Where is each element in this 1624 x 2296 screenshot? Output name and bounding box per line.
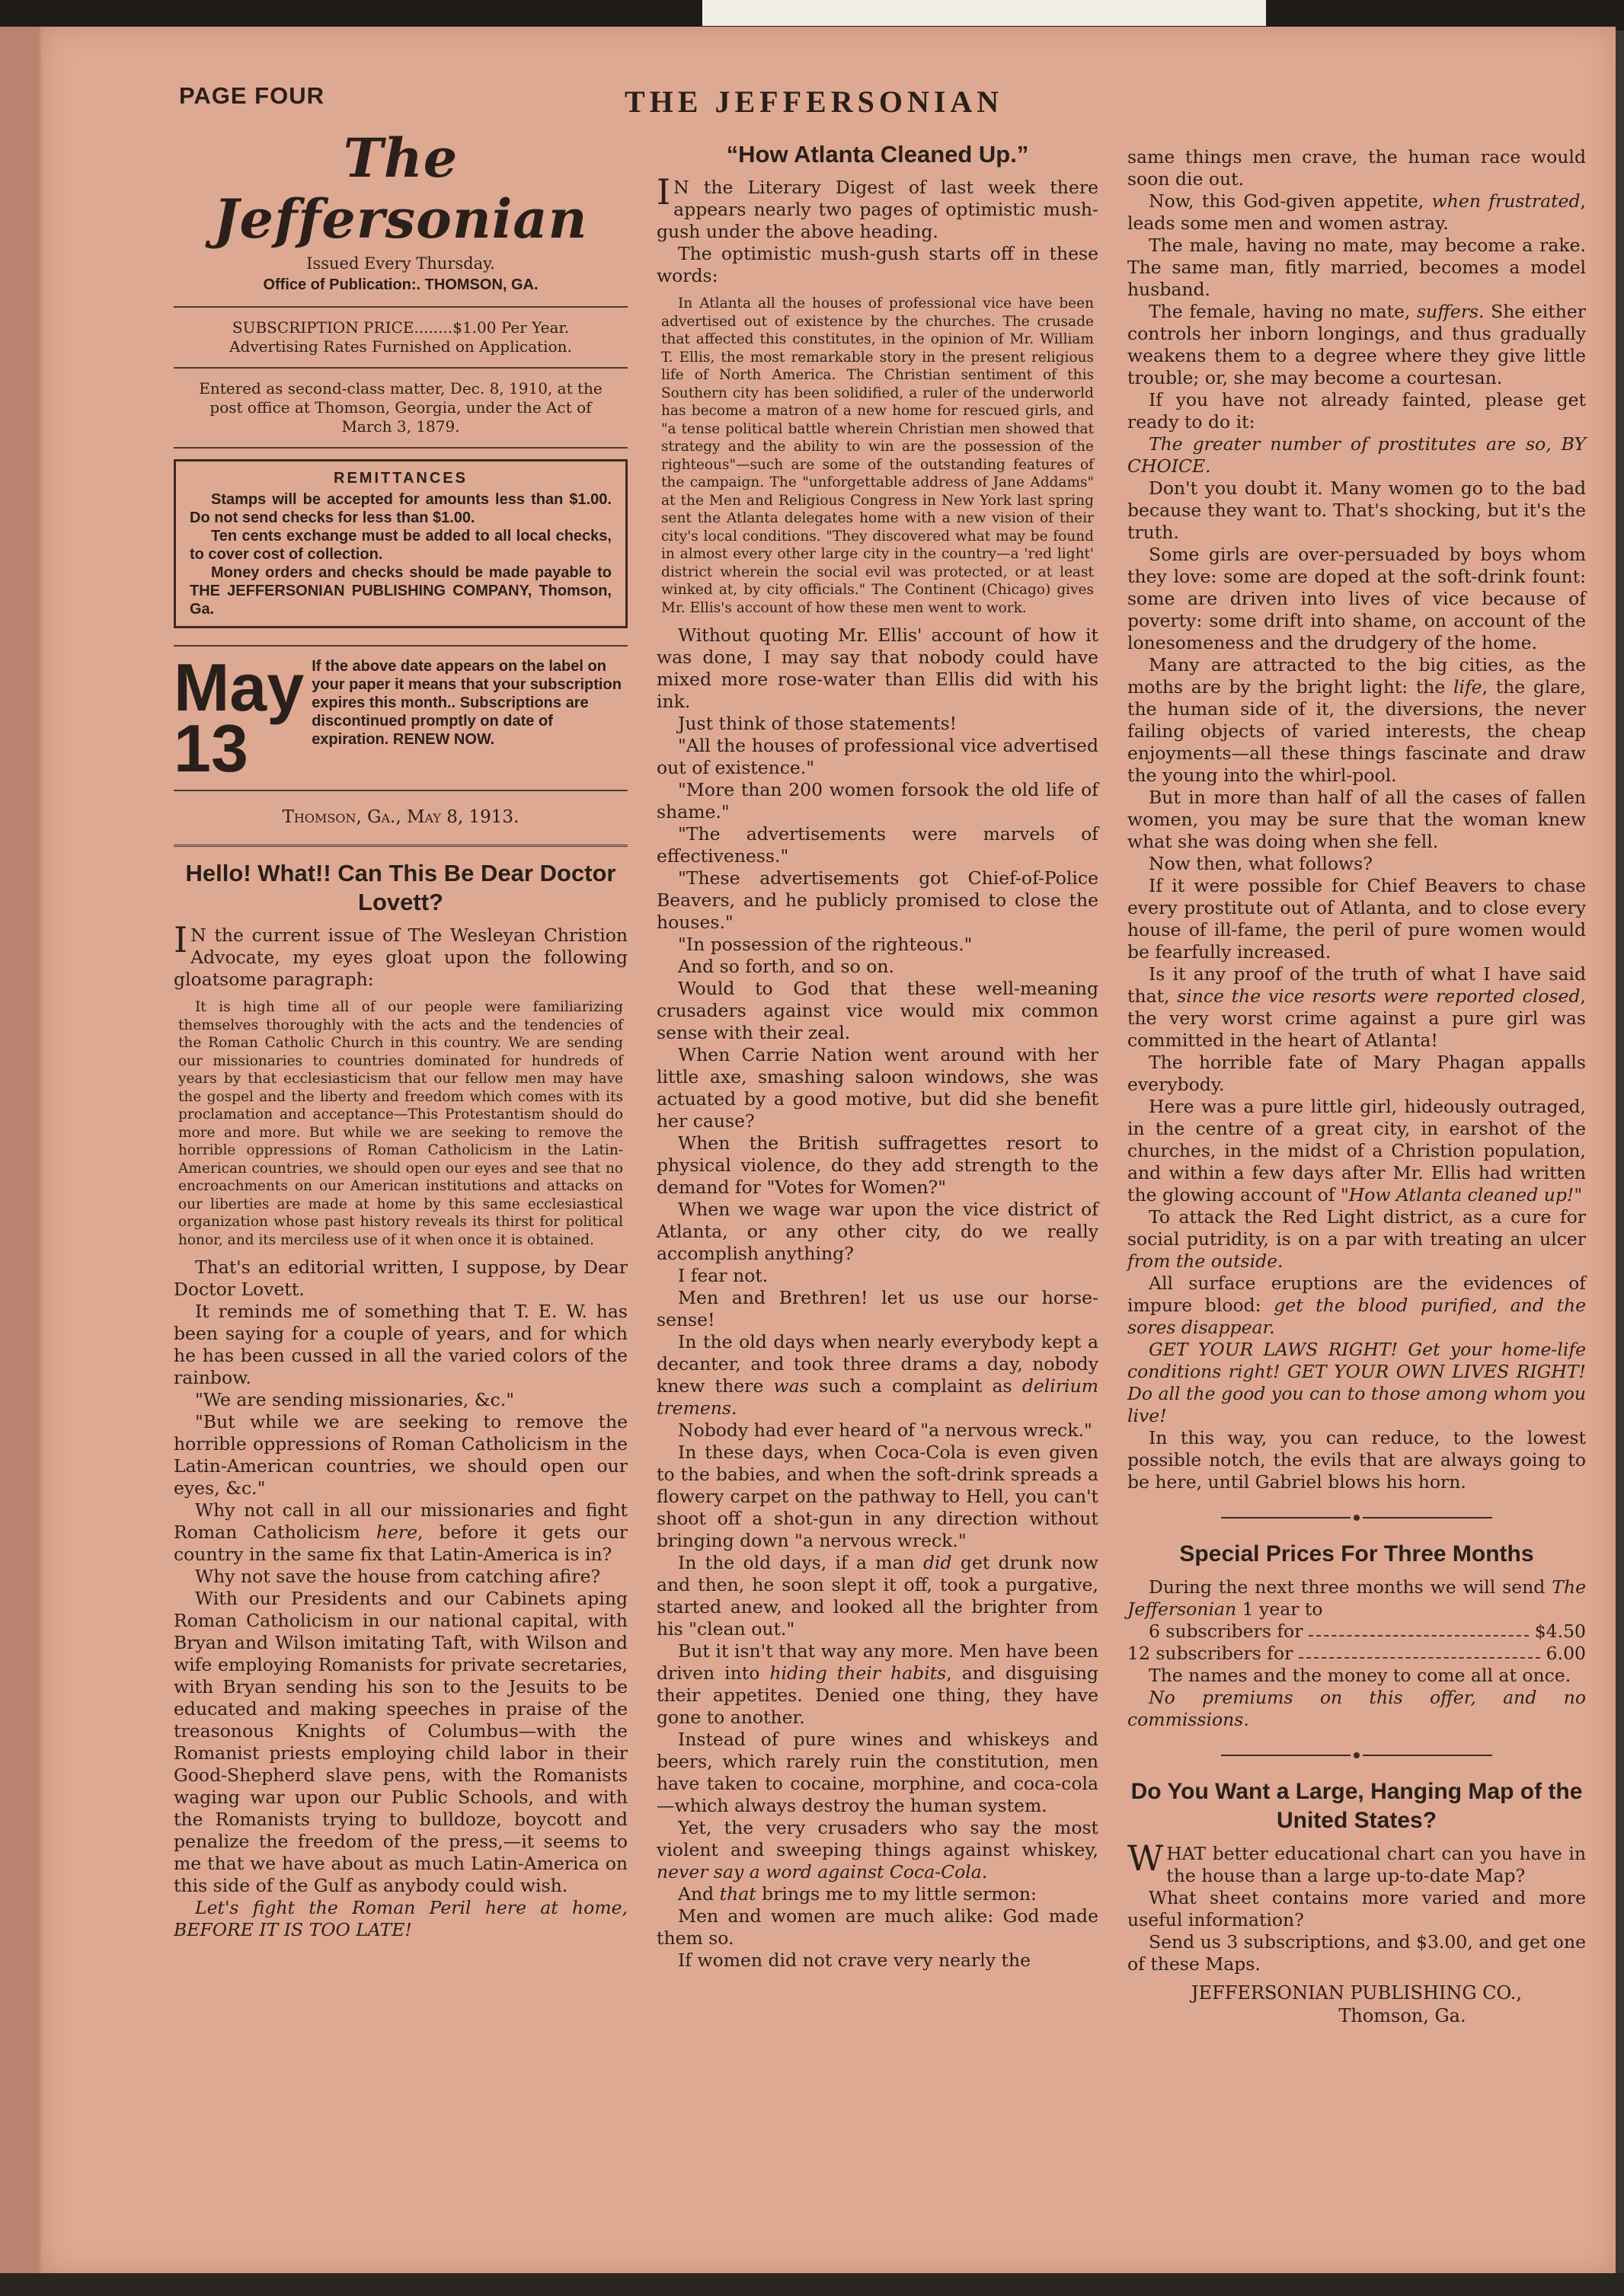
paragraph: When the British suffragettes resort to physical violence, do they add strength to the demand for "Votes for Women?": [657, 1132, 1098, 1198]
text-run: In the old days, if a man: [678, 1552, 923, 1573]
text-run: did: [923, 1552, 952, 1573]
quote-text: It is high time all of our people were familiarizing themselves thoroughly with the acts and the tendencies of the Roman Catholic Church in this country. We are sending our missionaries to countries dominated for hundreds of years by that ecclesiasticism that our fellow men may have the gospel and the liberty and freedom which comes with its proclamation and acceptance—This Protestantism should do more and more. But while we are seeking to remove the horrible oppressions of Roman Catholicism in the Latin-American countries, we should open our eyes and see that no encroachments on our American institutions and attacks on our liberties are made at home by this same ecclesiastical organization whose past history reveals its thirst for political honor, and its merciless use of it when once it is obtained.: [178, 999, 623, 1248]
entered-notice: Entered as second-class matter, Dec. 8, 1910, at the post office at Thomson, Georgia, under the Act of March 3, 1879.: [199, 379, 603, 436]
text-run: get drunk now and then, he soon slept it off, took a purgative, started anew, and looked all the brighter from his "clean out.": [657, 1552, 1098, 1640]
ornament-divider: [1127, 1743, 1586, 1765]
paragraph: If you have not already fainted, please get ready to do it:: [1127, 389, 1586, 433]
column-1: [174, 128, 628, 1941]
paragraph: That's an editorial written, I suppose, by Dear Doctor Lovett.: [174, 1257, 628, 1300]
dateline: Thomson, Ga., May 8, 1913.: [282, 807, 519, 827]
paragraph: [1127, 654, 1586, 787]
column-2: [657, 136, 1098, 1972]
paragraph: [1127, 190, 1586, 235]
text-run: All surface eruptions are the evidences of impure blood:: [1127, 1273, 1586, 1316]
paragraph: The male, having no mate, may become a rake. The same man, fitly married, becomes a model husband.: [1127, 235, 1586, 300]
rate-row: [1127, 1621, 1586, 1643]
paragraph: [657, 1883, 1098, 1905]
paragraph: Send us 3 subscriptions, and $3.00, and get one of these Maps.: [1127, 1931, 1586, 1975]
ornament-divider: [1127, 1506, 1586, 1528]
logo: The Jeffersonian: [213, 126, 588, 251]
paragraph: The horrible fate of Mary Phagan appalls everybody.: [1127, 1052, 1586, 1095]
remittances-text: Ten cents exchange must be added to all local checks, to cover cost of collection.: [190, 528, 612, 563]
paragraph: But in more than half of all the cases of fallen women, you may be sure that the woman knew what she was doing when she fell.: [1127, 787, 1586, 852]
scan-bottom-edge: [0, 2273, 1624, 2296]
text-run: that: [719, 1883, 756, 1905]
text-run: , before it gets our country in the same fix that Latin-America is in?: [174, 1522, 628, 1565]
paragraph: What sheet contains more varied and more useful information?: [1127, 1887, 1586, 1930]
paragraph: Why not save the house from catching afire?: [195, 1566, 601, 1587]
quoted-paragraph: [174, 998, 628, 1249]
paragraph: The greater number of prostitutes are so, BY CHOICE.: [1127, 433, 1586, 477]
text-run: "How Atlanta cleaned up!": [1340, 1184, 1583, 1205]
text-run: Is it any proof of the truth of what I have said that,: [1127, 963, 1586, 1007]
paragraph: [1127, 301, 1586, 389]
paragraph: same things men crave, the human race would soon die out.: [1127, 146, 1586, 190]
text-run: when frustrated: [1431, 190, 1581, 212]
paragraph: [1127, 1096, 1586, 1206]
paragraph: It reminds me of something that T. E. W. has been saying for a couple of years, and for which he has been cussed in all the varied colors of the rainbow.: [174, 1301, 628, 1388]
publisher-city: Thomson, Ga.: [1338, 2005, 1466, 2026]
text-run: from the outside.: [1127, 1250, 1284, 1272]
paragraph: Now then, what follows?: [1149, 853, 1373, 874]
paragraph: [1127, 1206, 1586, 1273]
paragraph: Without quoting Mr. Ellis' account of how it was done, I may say that nobody could have mixed more rose-water than Ellis did with his ink.: [657, 624, 1098, 712]
text-run: , and disguising their appetites. Denied one thing, they have gone to another.: [657, 1662, 1098, 1728]
office-line: Office of Publication:. THOMSON, GA.: [263, 276, 539, 293]
paragraph: [1127, 1273, 1586, 1339]
text-run: During the next three months we will send: [1149, 1576, 1552, 1598]
masthead: THE JEFFERSONIAN: [625, 85, 1004, 119]
rate-row: [1127, 1643, 1586, 1665]
text-run: But it isn't that way any more. Men have been driven into: [657, 1640, 1098, 1684]
paragraph: When we wage war upon the vice district of Atlanta, or any other city, do we really accomplish anything?: [657, 1199, 1098, 1264]
quoted-paragraph: [657, 295, 1098, 617]
expiry-text: If the above date appears on the label on your paper it means that your subscription expires this month.. Subscriptions are discontinued promptly on date of expiration. RENEW NOW.: [312, 658, 622, 748]
headline-map: Do You Want a Large, Hanging Map of the United States?: [1130, 1779, 1583, 1833]
text-run: here: [376, 1522, 418, 1543]
text-run: was: [773, 1375, 809, 1397]
text-run: brings me to my little sermon:: [756, 1883, 1037, 1905]
text-run: The female, having no mate,: [1149, 301, 1417, 322]
divider: [174, 306, 628, 308]
advertising-line: Advertising Rates Furnished on Application.: [229, 337, 572, 356]
paragraph: Don't you doubt it. Many women go to the bad because they want to. That's shocking, but it's the truth.: [1127, 477, 1586, 543]
paragraph: The names and the money to come all at once.: [1149, 1665, 1571, 1686]
rate-price: 6.00: [1546, 1643, 1586, 1664]
subscription-price: SUBSCRIPTION PRICE........$1.00 Per Year.: [232, 318, 570, 337]
paragraph: "More than 200 women forsook the old life of shame.": [657, 779, 1098, 822]
paragraph: GET YOUR LAWS RIGHT! Get your home-life conditions right! GET YOUR OWN LIVES RIGHT! Do all the good you can to those among whom you live!: [1127, 1339, 1586, 1426]
remittances-text: Money orders and checks should be made payable to THE JEFFERSONIAN PUBLISHING COMPANY, Thomson, Ga.: [190, 564, 612, 618]
divider: [174, 790, 628, 791]
paragraph: Instead of pure wines and whiskeys and beers, which rarely ruin the constitution, men have taken to cocaine, morphine, and coca-cola—which always destroy the human system.: [657, 1729, 1098, 1816]
column-3: [1127, 146, 1586, 2027]
text-run: , the very worst crime against a pure girl was committed in the heart of Atlanta!: [1127, 985, 1586, 1051]
paragraph: [657, 1552, 1098, 1640]
text-run: get the blood purified, and the sores disappear.: [1127, 1295, 1587, 1338]
paragraph: [174, 1499, 628, 1566]
divider: [174, 447, 628, 449]
paragraph: The optimistic mush-gush starts off in these words:: [657, 243, 1098, 286]
text-run: delirium tremens.: [657, 1375, 1098, 1419]
text-run: Why not call in all our missionaries and fight Roman Catholicism: [174, 1499, 628, 1543]
paragraph: No premiums on this offer, and no commissions.: [1127, 1687, 1586, 1730]
rate-label: 12 subscribers for: [1127, 1643, 1293, 1664]
headline-special-prices: Special Prices For Three Months: [1179, 1541, 1534, 1566]
text-run: In the old days when nearly everybody kept a decanter, and took three drams a day, nobody knew there: [657, 1331, 1098, 1397]
paragraph: "These advertisements got Chief-of-Police Beavers, and he publicly promised to close the houses.": [657, 867, 1098, 933]
paragraph: Men and women are much alike: God made them so.: [657, 1905, 1098, 1949]
closing-line: Let's fight the Roman Peril here at home, BEFORE IT IS TOO LATE!: [174, 1897, 628, 1940]
remittances-text: Stamps will be accepted for amounts less than $1.00. Do not send checks for less than $1.00.: [190, 491, 612, 526]
paper-edge: [702, 0, 1266, 26]
text-run: , leads some men and women astray.: [1127, 190, 1586, 234]
text-run: And: [678, 1883, 720, 1905]
paragraph: "In possession of the righteous.": [678, 934, 973, 955]
remittances-box: [174, 459, 628, 628]
paragraph: "But while we are seeking to remove the horrible oppressions of Roman Catholicism in the Latin-American countries, we should open our eyes, &c.": [174, 1411, 628, 1499]
paragraph: "The advertisements were marvels of effectiveness.": [657, 823, 1098, 867]
headline-atlanta: “How Atlanta Cleaned Up.”: [726, 141, 1029, 168]
article-intro: IN the Literary Digest of last week there appears nearly two pages of optimistic mush-gush under the above heading.: [657, 171, 1098, 242]
paragraph: "We are sending missionaries, &c.": [195, 1389, 515, 1410]
paragraph: [657, 1640, 1098, 1729]
paragraph: With our Presidents and our Cabinets aping Roman Catholicism in our national capital, with Bryan and Wilson imitating Taft, with Wilson and wife employing Romanists for private secretaries, with Bryan sending his son to the Jesuits to be educated and making speeches in praise of the treasonous Knights of Columbus—with the Romanist priests employing child labor in their Good-Shepherd slave pens, with the Romanists waging war upon our Public Schools, and with the Romanists trying to bulldoze, boycott and penalize the freedom of the press,—it seems to me that we have about as much Latin-America on this side of the Gulf as anybody could wish.: [174, 1588, 628, 1896]
issued-line: Issued Every Thursday.: [306, 254, 495, 273]
expiry-notice: [174, 650, 628, 786]
quote-text: In Atlanta all the houses of professional vice have been advertised out of existence by the churches. The crusade that affected this constitutes, in the opinion of Mr. William T. Ellis, the most remarkable story in the present religious life of North America. The Christian sentiment of this Southern city has been solidified, a ruler of the underworld has become a matron of a new home for rescued girls, and "a tense political battle wherein Christian men showed that strategy and the ability to win are the possession of the righteous"—such are some of the outstanding features of the campaign. The "unforgettable address of Jane Addams" at the Men and Religious Congress in New York last spring sent the Atlanta delegates home with a new vision of their city's local conditions. "They discovered what may be found in almost every other large city in the country—a 'red light' district wherein the social evil was protected, or at least winked at, by city officials." The Continent (Chicago) gives Mr. Ellis's account of how these men went to work.: [661, 295, 1094, 616]
paragraph: [1127, 1576, 1586, 1621]
text-run: . She either controls her inborn longings, and thus gradually weakens them to a degree where they give little trouble; or, she may become a courtesan.: [1127, 301, 1586, 388]
text-run: Many are attracted to the big cities, as the moths are by the bright light: the: [1127, 654, 1586, 698]
paragraph: In this way, you can reduce, to the lowest possible notch, the evils that are always going to be here, until Gabriel blows his horn.: [1127, 1427, 1586, 1493]
text-run: Yet, the very crusaders who say the most violent and sweeping things against whiskey,: [657, 1817, 1098, 1860]
expiry-date: May 13: [174, 650, 305, 786]
paragraph: Men and Brethren! let us use our horse-sense!: [657, 1287, 1098, 1330]
paragraph: Just think of those statements!: [678, 713, 957, 734]
remittances-title: REMITTANCES: [334, 470, 468, 487]
paragraph: If women did not crave very nearly the: [678, 1950, 1031, 1971]
rate-label: 6 subscribers for: [1149, 1621, 1303, 1642]
text-run: 1 year to: [1236, 1598, 1323, 1620]
text-run: , the glare, the human side of it, the diversions, the never failing objects of varied interests, the cheap enjoyments—all these things fascinate and draw the young into the whirl-pool.: [1127, 676, 1586, 786]
text-run: life: [1453, 676, 1482, 698]
divider: [174, 645, 628, 647]
divider: [174, 845, 628, 847]
paragraph: "All the houses of professional vice advertised out of existence.": [657, 735, 1098, 778]
binding-spine: [0, 27, 44, 2275]
paragraph: Some girls are over-persuaded by boys whom they love: some are doped at the soft-drink fount: some are driven into lives of vice because of poverty: some drift into shame, on account of the lonesomeness and the drudgery of the home.: [1127, 544, 1586, 653]
paragraph: [1127, 963, 1586, 1052]
paragraph: When Carrie Nation went around with her little axe, smashing saloon windows, she was actuated by a good motive, but did she benefit her cause?: [657, 1044, 1098, 1132]
text-run: The Jeffersonian: [1127, 1576, 1586, 1620]
paragraph: And so forth, and so on.: [678, 956, 894, 977]
paragraph: Nobody had ever heard of "a nervous wreck.": [678, 1419, 1092, 1441]
paragraph: [657, 1331, 1098, 1419]
paragraph: In these days, when Coca-Cola is even given to the babies, and when the soft-drink spreads a flowery carpet on the pathway to Hell, you can't shoot off a shot-gun in any direction without bringing down "a nervous wreck.": [657, 1442, 1098, 1551]
paragraph: WHAT better educational chart can you have in the house than a large up-to-date Map?: [1127, 1838, 1586, 1886]
page-label: PAGE FOUR: [179, 82, 324, 109]
text-run: never say a word against Coca-Cola.: [657, 1861, 988, 1882]
paragraph: If it were possible for Chief Beavers to chase every prostitute out of Atlanta, and to close every house of ill-fame, the peril of pure women would be fearfully increased.: [1127, 875, 1586, 963]
paragraph: [657, 1817, 1098, 1883]
text-run: since the vice resorts were reported closed: [1177, 985, 1581, 1007]
rate-price: $4.50: [1534, 1621, 1586, 1642]
paragraph: I fear not.: [678, 1265, 769, 1286]
text-run: suffers: [1417, 301, 1479, 322]
divider: [174, 367, 628, 369]
publisher-name: JEFFERSONIAN PUBLISHING CO.,: [1191, 1982, 1523, 2004]
text-run: such a complaint as: [808, 1375, 1022, 1397]
headline-lovett: Hello! What!! Can This Be Dear Doctor Lovett?: [185, 860, 616, 915]
text-run: hiding their habits: [769, 1662, 947, 1684]
text-run: To attack the Red Light district, as a cure for social putridity, is on a par with treating an ulcer: [1127, 1206, 1586, 1250]
paragraph: Would to God that these well-meaning crusaders against vice would mix common sense with their zeal.: [657, 978, 1098, 1043]
text-run: Now, this God-given appetite,: [1149, 190, 1432, 212]
text-run: Here was a pure little girl, hideously outraged, in the centre of a great city, in earshot of the churches, in the midst of a Christion population, and within a few days after Mr. Ellis had written the glowing account of: [1127, 1096, 1586, 1205]
article-intro: IN the current issue of The Wesleyan Christion Advocate, my eyes gloat upon the following gloatsome paragraph:: [174, 919, 628, 990]
